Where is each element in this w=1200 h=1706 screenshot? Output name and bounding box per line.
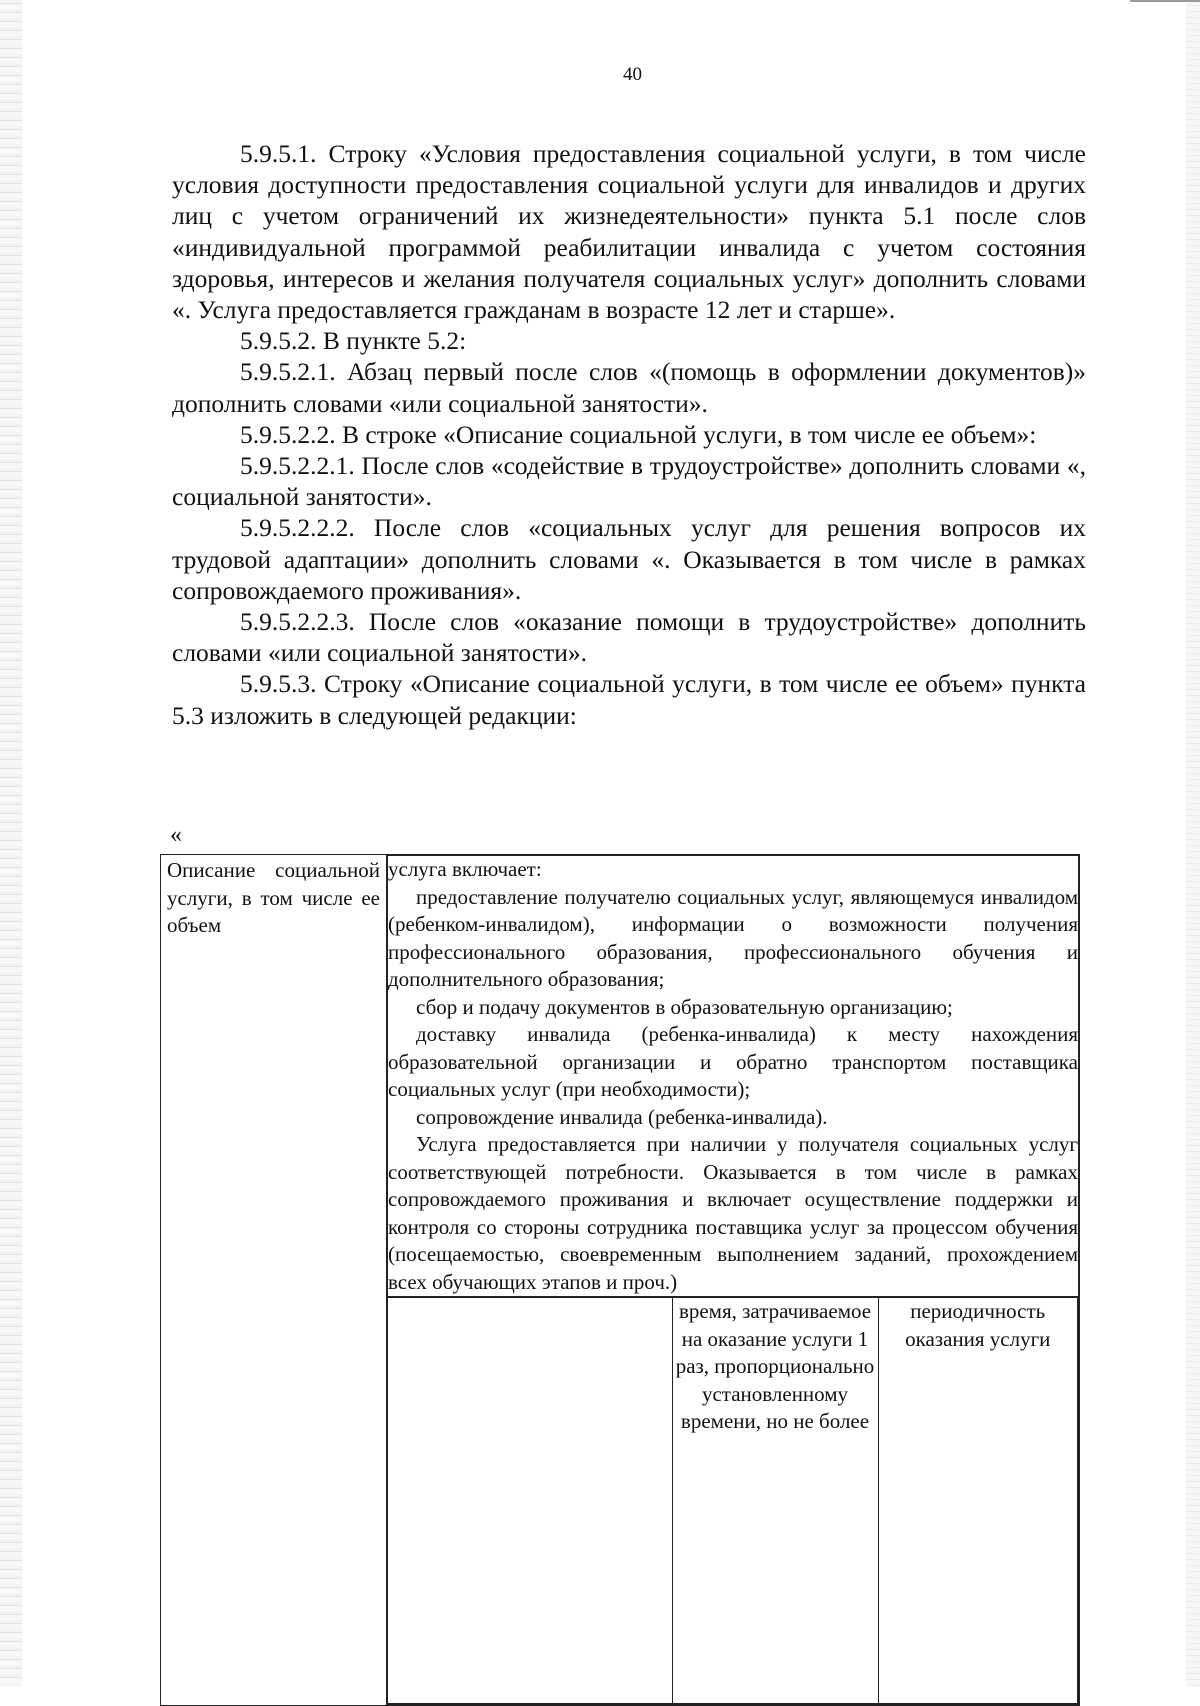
description-line: предоставление получателю социальных услуг, являющемуся инвалидом (ребенком-инвалидом), информации о возможности получения профессионального образования, профессионального обучения и дополнительного образования; (388, 884, 1078, 991)
sub-cell-empty (388, 1298, 672, 1704)
paragraph: 5.9.5.2.2.2. После слов «социальных услуг для решения вопросов их трудовой адаптации» дополнить словами «. Оказывается в том числе в рамках сопровождаемого проживания». (172, 513, 1086, 605)
sub-columns (388, 1297, 1078, 1704)
description-line: Услуга предоставляется при наличии у получателя социальных услуг соответствующей потребности. Оказывается в том числе в рамках сопровождаемого проживания и включает осуществление поддержки и контроля со стороны сотрудника поставщика услуг за процессом обучения (посещаемостью, своевременным выполнением заданий, прохождением всех обучающих этапов и проч.) (388, 1132, 1078, 1294)
row-header-cell (161, 855, 387, 1706)
description-line: сопровождение инвалида (ребенка-инвалида). (416, 1104, 828, 1129)
content-inner (387, 855, 1079, 1705)
sub-cell-time: время, затрачиваемое на оказание услуги 1 раз, пропорционально установленному времени, но не более (672, 1298, 878, 1704)
description-line: сбор и подачу документов в образовательную организацию; (416, 994, 953, 1019)
paragraph: 5.9.5.2.2.3. После слов «оказание помощи в трудоустройстве» дополнить словами «или социальной занятости». (172, 607, 1086, 668)
scan-edge-left (0, 0, 22, 1686)
row-header-text: Описание социальной услуги, в том числе ее объем (167, 858, 380, 937)
top-rule (1130, 0, 1200, 2)
paragraph: 5.9.5.3. Строку «Описание социальной услуги, в том числе ее объем» пункта 5.3 изложить в следующей редакции: (172, 669, 1086, 730)
paragraph: 5.9.5.2.2. В строке «Описание социальной услуги, в том числе ее объем»: (240, 419, 1037, 449)
content-cell (387, 855, 1080, 1706)
service-description-table (160, 854, 1080, 1706)
document-body (172, 138, 1086, 731)
paragraph: 5.9.5.1. Строку «Условия предоставления социальной услуги, в том числе условия доступности предоставления социальной услуги для инвалидов и других лиц с учетом ограничений их жизнедеятельности» пункта 5.1 после слов «индивидуальной программой реабилитации инвалида с учетом состояния здоровья, интересов и желания получателя социальных услуг» дополнить словами «. Услуга предоставляется гражданам в возрасте 12 лет и старше». (172, 139, 1086, 325)
service-description (388, 856, 1079, 1297)
scan-edge-right (1186, 0, 1200, 1686)
paragraph: 5.9.5.2.2.1. После слов «содействие в трудоустройстве» дополнить словами «, социальной занятости». (172, 451, 1086, 512)
paragraph: 5.9.5.2. В пункте 5.2: (240, 326, 467, 356)
opening-quote-mark: « (170, 822, 182, 848)
description-line: доставку инвалида (ребенка-инвалида) к месту нахождения образовательной организации и обратно транспортом поставщика социальных услуг (при необходимости); (388, 1022, 1078, 1101)
description-line: услуга включает: (388, 857, 542, 881)
paragraph: 5.9.5.2.1. Абзац первый после слов «(помощь в оформлении документов)» дополнить словами «или социальной занятости». (172, 357, 1086, 418)
sub-cell-periodicity: периодичность оказания услуги (878, 1298, 1078, 1704)
page-number: 40 (623, 64, 642, 85)
